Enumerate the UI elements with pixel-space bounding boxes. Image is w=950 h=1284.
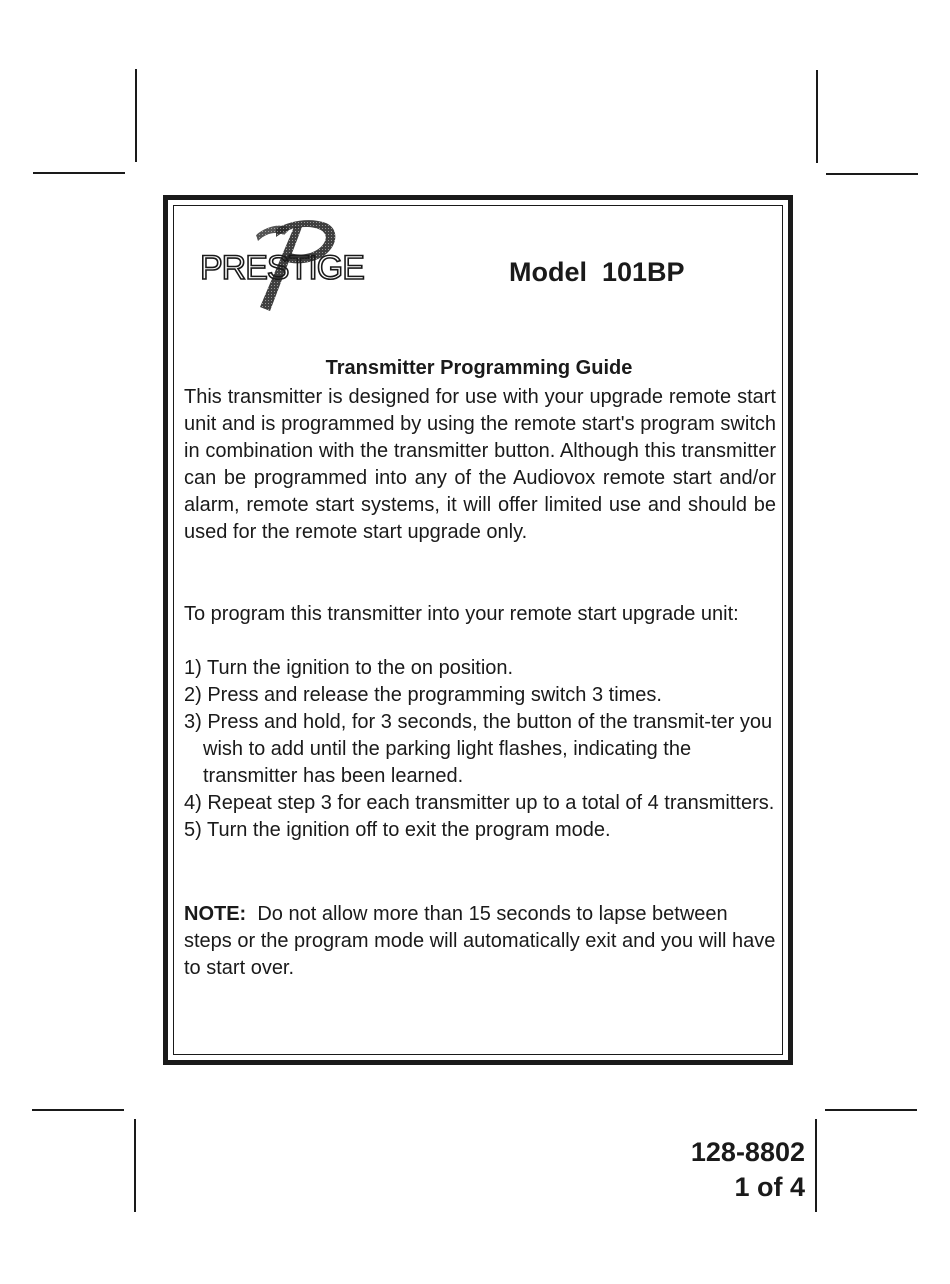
program-intro: To program this transmitter into your remote start upgrade unit: bbox=[184, 603, 739, 625]
model-title: Model 101BP bbox=[509, 257, 685, 287]
programming-steps bbox=[184, 655, 776, 844]
step-item: 1) Turn the ignition to the on position. bbox=[184, 657, 514, 679]
step-item: 3) Press and hold, for 3 seconds, the button of the transmit-ter you wish to add until the parking light flashes, indicating the transmitter has been learned. bbox=[184, 711, 773, 787]
crop-mark bbox=[825, 1109, 917, 1111]
logo-brand-text: PRESTIGE bbox=[200, 249, 364, 287]
crop-mark bbox=[32, 1109, 124, 1111]
prestige-logo bbox=[198, 215, 398, 315]
document-number-block bbox=[691, 1135, 805, 1205]
note-label: NOTE: bbox=[184, 903, 247, 925]
document-number: 128-8802 bbox=[690, 1137, 805, 1167]
crop-mark bbox=[33, 172, 125, 174]
step-item: 2) Press and release the programming switch 3 times. bbox=[184, 684, 662, 706]
crop-mark bbox=[826, 173, 918, 175]
crop-mark bbox=[816, 70, 818, 163]
crop-mark bbox=[135, 69, 137, 162]
intro-paragraph: This transmitter is designed for use with your upgrade remote start unit and is programmed by using the remote start's program switch in combination with the transmitter button. Although this transmitter can be programmed into any of the Audiovox remote start and/or alarm, remote start systems, it will offer limited use and should be used for the remote start upgrade only. bbox=[184, 386, 776, 543]
guide-title: Transmitter Programming Guide bbox=[325, 357, 633, 379]
page-indicator: 1 of 4 bbox=[734, 1172, 805, 1202]
note-paragraph bbox=[184, 901, 776, 982]
stylized-p-logo-icon bbox=[198, 215, 398, 315]
step-item: 4) Repeat step 3 for each transmitter up to a total of 4 transmitters. bbox=[184, 792, 775, 814]
note-text: Do not allow more than 15 seconds to lapse between steps or the program mode will automatically exit and you will have to start over. bbox=[184, 903, 776, 979]
crop-mark bbox=[815, 1119, 817, 1212]
step-item: 5) Turn the ignition off to exit the program mode. bbox=[184, 819, 611, 841]
crop-mark bbox=[134, 1119, 136, 1212]
